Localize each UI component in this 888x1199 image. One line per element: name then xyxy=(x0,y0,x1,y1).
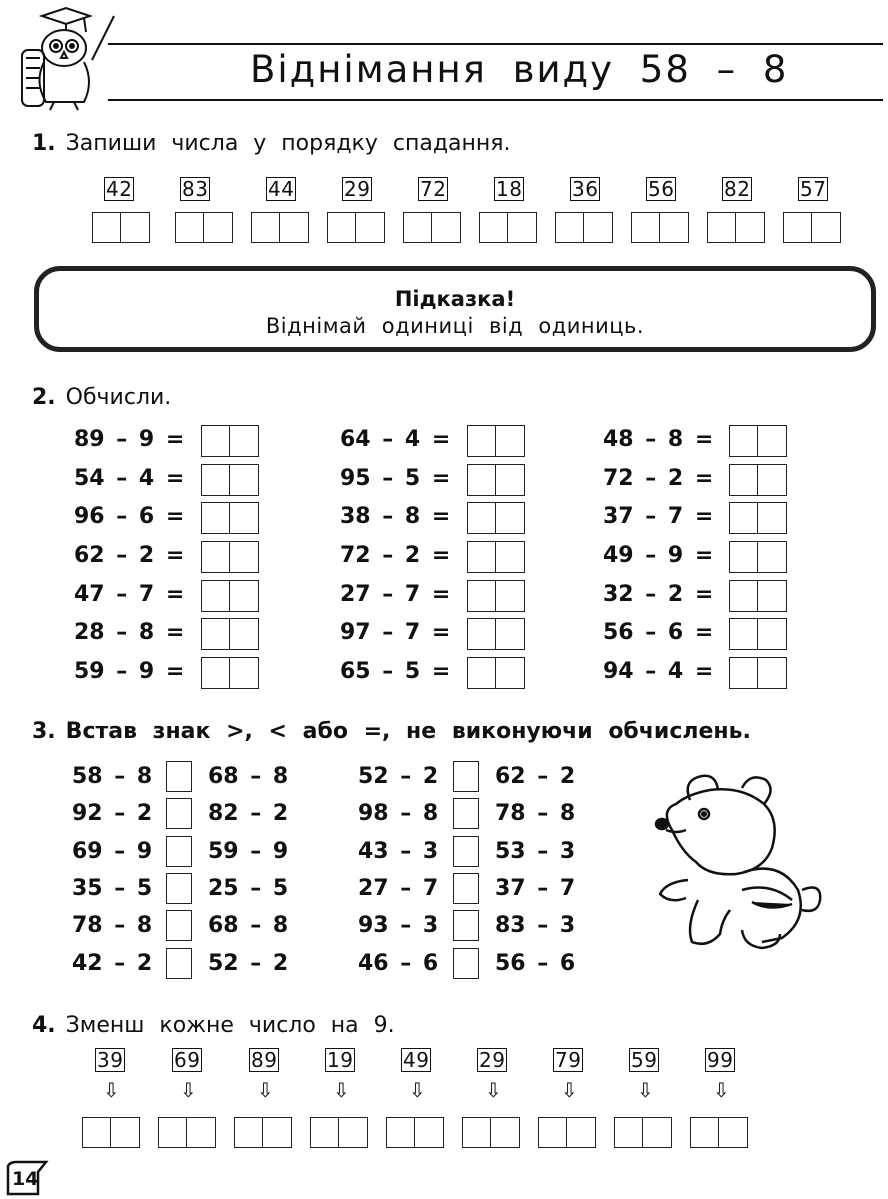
answer-digit-box[interactable] xyxy=(230,541,259,573)
hint-box xyxy=(34,266,876,352)
down-arrow-icon: ⇩ xyxy=(713,1078,730,1102)
answer-box[interactable] xyxy=(467,580,525,612)
page-number: 14 xyxy=(12,1168,39,1190)
answer-box[interactable] xyxy=(614,1117,672,1148)
given-number: 57 xyxy=(800,177,827,201)
given-number: 36 xyxy=(572,177,599,201)
equation-text: 28 – 8 = xyxy=(74,620,185,645)
answer-digit-box[interactable] xyxy=(201,502,230,534)
answer-digit-box[interactable] xyxy=(719,1117,748,1148)
expression-left: 78 – 8 xyxy=(72,913,153,938)
given-number: 59 xyxy=(631,1048,658,1072)
answer-box[interactable] xyxy=(729,580,787,612)
answer-digit-box[interactable] xyxy=(467,580,496,612)
given-number: 83 xyxy=(182,177,209,201)
answer-digit-box[interactable] xyxy=(327,212,356,243)
given-number: 56 xyxy=(648,177,675,201)
sign-input-box[interactable] xyxy=(453,873,479,904)
sign-input-box[interactable] xyxy=(453,910,479,941)
answer-box[interactable] xyxy=(729,618,787,650)
answer-digit-box[interactable] xyxy=(415,1117,444,1148)
equation-text: 54 – 4 = xyxy=(74,466,185,491)
equation-text: 64 – 4 = xyxy=(340,427,451,452)
task-4-number: 4. xyxy=(32,1013,56,1038)
equation-text: 56 – 6 = xyxy=(603,620,714,645)
answer-digit-box[interactable] xyxy=(690,1117,719,1148)
answer-digit-box[interactable] xyxy=(584,212,613,243)
down-arrow-icon: ⇩ xyxy=(333,1078,350,1102)
given-number: 89 xyxy=(251,1048,278,1072)
equation-text: 96 – 6 = xyxy=(74,504,185,529)
answer-digit-box[interactable] xyxy=(555,212,584,243)
expression-right: 52 – 2 xyxy=(208,951,289,976)
answer-box[interactable] xyxy=(201,657,259,689)
answer-digit-box[interactable] xyxy=(660,212,689,243)
answer-digit-box[interactable] xyxy=(310,1117,339,1148)
answer-digit-box[interactable] xyxy=(614,1117,643,1148)
task-3-instruction xyxy=(32,719,751,744)
equation-text: 59 – 9 = xyxy=(74,659,185,684)
answer-box[interactable] xyxy=(403,212,461,243)
answer-digit-box[interactable] xyxy=(339,1117,368,1148)
answer-digit-box[interactable] xyxy=(707,212,736,243)
equation-text: 95 – 5 = xyxy=(340,466,451,491)
answer-digit-box[interactable] xyxy=(92,212,121,243)
task-2-text: Обчисли. xyxy=(65,385,172,410)
answer-digit-box[interactable] xyxy=(111,1117,140,1148)
answer-digit-box[interactable] xyxy=(496,580,525,612)
equation-text: 62 – 2 = xyxy=(74,543,185,568)
answer-digit-box[interactable] xyxy=(508,212,537,243)
answer-box[interactable] xyxy=(310,1117,368,1148)
answer-box[interactable] xyxy=(462,1117,520,1148)
answer-digit-box[interactable] xyxy=(729,580,758,612)
task-3-number: 3. xyxy=(32,719,56,744)
answer-digit-box[interactable] xyxy=(758,425,787,457)
given-number: 69 xyxy=(174,1048,201,1072)
answer-digit-box[interactable] xyxy=(230,618,259,650)
answer-box[interactable] xyxy=(467,618,525,650)
expression-left: 27 – 7 xyxy=(358,876,439,901)
answer-digit-box[interactable] xyxy=(263,1117,292,1148)
answer-digit-box[interactable] xyxy=(567,1117,596,1148)
answer-box[interactable] xyxy=(201,618,259,650)
answer-box[interactable] xyxy=(707,212,765,243)
sign-input-box[interactable] xyxy=(453,761,479,792)
down-arrow-icon: ⇩ xyxy=(103,1078,120,1102)
answer-digit-box[interactable] xyxy=(729,425,758,457)
answer-digit-box[interactable] xyxy=(201,580,230,612)
task-2-instruction xyxy=(32,385,171,410)
bear-cub-illustration xyxy=(652,770,832,955)
expression-right: 25 – 5 xyxy=(208,876,289,901)
sign-input-box[interactable] xyxy=(166,798,192,829)
answer-digit-box[interactable] xyxy=(479,212,508,243)
expression-right: 53 – 3 xyxy=(495,839,576,864)
answer-digit-box[interactable] xyxy=(496,464,525,496)
given-number: 29 xyxy=(344,177,371,201)
answer-box[interactable] xyxy=(201,541,259,573)
answer-box[interactable] xyxy=(82,1117,140,1148)
answer-box[interactable] xyxy=(631,212,689,243)
down-arrow-icon: ⇩ xyxy=(485,1078,502,1102)
given-number: 44 xyxy=(268,177,295,201)
equation-text: 27 – 7 = xyxy=(340,582,451,607)
answer-digit-box[interactable] xyxy=(496,657,525,689)
given-number: 99 xyxy=(707,1048,734,1072)
equation-text: 47 – 7 = xyxy=(74,582,185,607)
expression-right: 56 – 6 xyxy=(495,951,576,976)
answer-digit-box[interactable] xyxy=(729,657,758,689)
answer-digit-box[interactable] xyxy=(175,212,204,243)
answer-digit-box[interactable] xyxy=(82,1117,111,1148)
answer-digit-box[interactable] xyxy=(631,212,660,243)
expression-right: 68 – 8 xyxy=(208,913,289,938)
task-3-text: Встав знак >, < або =, не виконуючи обчислень. xyxy=(65,719,751,744)
sign-input-box[interactable] xyxy=(166,910,192,941)
task-1-number: 1. xyxy=(32,131,56,156)
answer-digit-box[interactable] xyxy=(729,618,758,650)
answer-box[interactable] xyxy=(234,1117,292,1148)
down-arrow-icon: ⇩ xyxy=(180,1078,197,1102)
answer-digit-box[interactable] xyxy=(280,212,309,243)
answer-digit-box[interactable] xyxy=(736,212,765,243)
answer-box[interactable] xyxy=(729,657,787,689)
answer-digit-box[interactable] xyxy=(356,212,385,243)
equation-text: 32 – 2 = xyxy=(603,582,714,607)
owl-teacher-illustration xyxy=(14,2,118,112)
answer-digit-box[interactable] xyxy=(403,212,432,243)
answer-box[interactable] xyxy=(538,1117,596,1148)
answer-digit-box[interactable] xyxy=(201,657,230,689)
expression-right: 37 – 7 xyxy=(495,876,576,901)
sign-input-box[interactable] xyxy=(453,836,479,867)
given-number: 29 xyxy=(479,1048,506,1072)
answer-digit-box[interactable] xyxy=(187,1117,216,1148)
equation-text: 89 – 9 = xyxy=(74,427,185,452)
answer-digit-box[interactable] xyxy=(729,541,758,573)
answer-digit-box[interactable] xyxy=(201,425,230,457)
equation-text: 72 – 2 = xyxy=(340,543,451,568)
answer-digit-box[interactable] xyxy=(467,464,496,496)
answer-digit-box[interactable] xyxy=(204,212,233,243)
hint-title: Підказка! xyxy=(394,287,516,311)
answer-digit-box[interactable] xyxy=(496,541,525,573)
equation-text: 65 – 5 = xyxy=(340,659,451,684)
answer-digit-box[interactable] xyxy=(783,212,812,243)
sign-input-box[interactable] xyxy=(453,948,479,979)
answer-box[interactable] xyxy=(201,464,259,496)
answer-digit-box[interactable] xyxy=(467,425,496,457)
expression-left: 69 – 9 xyxy=(72,839,153,864)
expression-right: 83 – 3 xyxy=(495,913,576,938)
answer-box[interactable] xyxy=(467,464,525,496)
answer-box[interactable] xyxy=(479,212,537,243)
answer-box[interactable] xyxy=(729,541,787,573)
expression-right: 82 – 2 xyxy=(208,801,289,826)
answer-box[interactable] xyxy=(92,212,150,243)
sign-input-box[interactable] xyxy=(166,836,192,867)
answer-digit-box[interactable] xyxy=(462,1117,491,1148)
answer-digit-box[interactable] xyxy=(758,464,787,496)
equation-text: 94 – 4 = xyxy=(603,659,714,684)
expression-left: 43 – 3 xyxy=(358,839,439,864)
answer-box[interactable] xyxy=(467,502,525,534)
answer-digit-box[interactable] xyxy=(496,502,525,534)
down-arrow-icon: ⇩ xyxy=(637,1078,654,1102)
answer-digit-box[interactable] xyxy=(230,502,259,534)
expression-left: 46 – 6 xyxy=(358,951,439,976)
answer-box[interactable] xyxy=(729,425,787,457)
equation-text: 38 – 8 = xyxy=(340,504,451,529)
answer-box[interactable] xyxy=(158,1117,216,1148)
answer-digit-box[interactable] xyxy=(158,1117,187,1148)
answer-digit-box[interactable] xyxy=(251,212,280,243)
equation-text: 37 – 7 = xyxy=(603,504,714,529)
answer-digit-box[interactable] xyxy=(201,464,230,496)
answer-box[interactable] xyxy=(201,502,259,534)
answer-digit-box[interactable] xyxy=(758,580,787,612)
expression-left: 42 – 2 xyxy=(72,951,153,976)
answer-digit-box[interactable] xyxy=(729,502,758,534)
given-number: 18 xyxy=(496,177,523,201)
given-number: 49 xyxy=(403,1048,430,1072)
sign-input-box[interactable] xyxy=(166,761,192,792)
header-line-top xyxy=(108,43,883,45)
answer-digit-box[interactable] xyxy=(496,618,525,650)
answer-box[interactable] xyxy=(783,212,841,243)
answer-box[interactable] xyxy=(467,541,525,573)
answer-digit-box[interactable] xyxy=(234,1117,263,1148)
given-number: 42 xyxy=(106,177,133,201)
answer-digit-box[interactable] xyxy=(230,425,259,457)
answer-digit-box[interactable] xyxy=(121,212,150,243)
answer-box[interactable] xyxy=(201,580,259,612)
answer-box[interactable] xyxy=(175,212,233,243)
answer-digit-box[interactable] xyxy=(758,502,787,534)
expression-left: 93 – 3 xyxy=(358,913,439,938)
hint-text: Віднімай одиниці від одиниць. xyxy=(265,314,645,338)
down-arrow-icon: ⇩ xyxy=(257,1078,274,1102)
given-number: 82 xyxy=(724,177,751,201)
down-arrow-icon: ⇩ xyxy=(409,1078,426,1102)
expression-left: 92 – 2 xyxy=(72,801,153,826)
answer-digit-box[interactable] xyxy=(758,618,787,650)
equation-text: 49 – 9 = xyxy=(603,543,714,568)
expression-right: 59 – 9 xyxy=(208,839,289,864)
equation-text: 48 – 8 = xyxy=(603,427,714,452)
answer-digit-box[interactable] xyxy=(386,1117,415,1148)
task-1-text: Запиши числа у порядку спадання. xyxy=(65,131,511,156)
answer-box[interactable] xyxy=(690,1117,748,1148)
answer-digit-box[interactable] xyxy=(812,212,841,243)
sign-input-box[interactable] xyxy=(453,798,479,829)
answer-box[interactable] xyxy=(467,425,525,457)
answer-digit-box[interactable] xyxy=(758,657,787,689)
given-number: 39 xyxy=(97,1048,124,1072)
answer-digit-box[interactable] xyxy=(643,1117,672,1148)
task-4-instruction xyxy=(32,1013,395,1038)
answer-box[interactable] xyxy=(386,1117,444,1148)
answer-box[interactable] xyxy=(327,212,385,243)
expression-right: 68 – 8 xyxy=(208,764,289,789)
answer-digit-box[interactable] xyxy=(467,657,496,689)
expression-right: 78 – 8 xyxy=(495,801,576,826)
answer-box[interactable] xyxy=(467,657,525,689)
answer-box[interactable] xyxy=(729,464,787,496)
expression-left: 98 – 8 xyxy=(358,801,439,826)
answer-digit-box[interactable] xyxy=(467,502,496,534)
equation-text: 97 – 7 = xyxy=(340,620,451,645)
sign-input-box[interactable] xyxy=(166,948,192,979)
header-line-bottom xyxy=(108,99,883,101)
answer-digit-box[interactable] xyxy=(201,618,230,650)
expression-left: 52 – 2 xyxy=(358,764,439,789)
sign-input-box[interactable] xyxy=(166,873,192,904)
task-2-number: 2. xyxy=(32,385,56,410)
answer-digit-box[interactable] xyxy=(230,464,259,496)
answer-digit-box[interactable] xyxy=(729,464,758,496)
answer-digit-box[interactable] xyxy=(432,212,461,243)
answer-digit-box[interactable] xyxy=(230,580,259,612)
answer-digit-box[interactable] xyxy=(491,1117,520,1148)
page-number-badge xyxy=(4,1160,50,1196)
expression-right: 62 – 2 xyxy=(495,764,576,789)
given-number: 19 xyxy=(327,1048,354,1072)
given-number: 79 xyxy=(555,1048,582,1072)
task-4-text: Зменш кожне число на 9. xyxy=(65,1013,395,1038)
answer-digit-box[interactable] xyxy=(758,541,787,573)
page-title: Віднімання виду 58 – 8 xyxy=(250,48,789,91)
answer-digit-box[interactable] xyxy=(538,1117,567,1148)
answer-box[interactable] xyxy=(201,425,259,457)
expression-left: 35 – 5 xyxy=(72,876,153,901)
answer-digit-box[interactable] xyxy=(467,541,496,573)
answer-digit-box[interactable] xyxy=(467,618,496,650)
answer-digit-box[interactable] xyxy=(201,541,230,573)
answer-digit-box[interactable] xyxy=(496,425,525,457)
answer-box[interactable] xyxy=(555,212,613,243)
task-1-instruction xyxy=(32,131,511,156)
down-arrow-icon: ⇩ xyxy=(561,1078,578,1102)
equation-text: 72 – 2 = xyxy=(603,466,714,491)
given-number: 72 xyxy=(420,177,447,201)
answer-digit-box[interactable] xyxy=(230,657,259,689)
expression-left: 58 – 8 xyxy=(72,764,153,789)
answer-box[interactable] xyxy=(251,212,309,243)
answer-box[interactable] xyxy=(729,502,787,534)
